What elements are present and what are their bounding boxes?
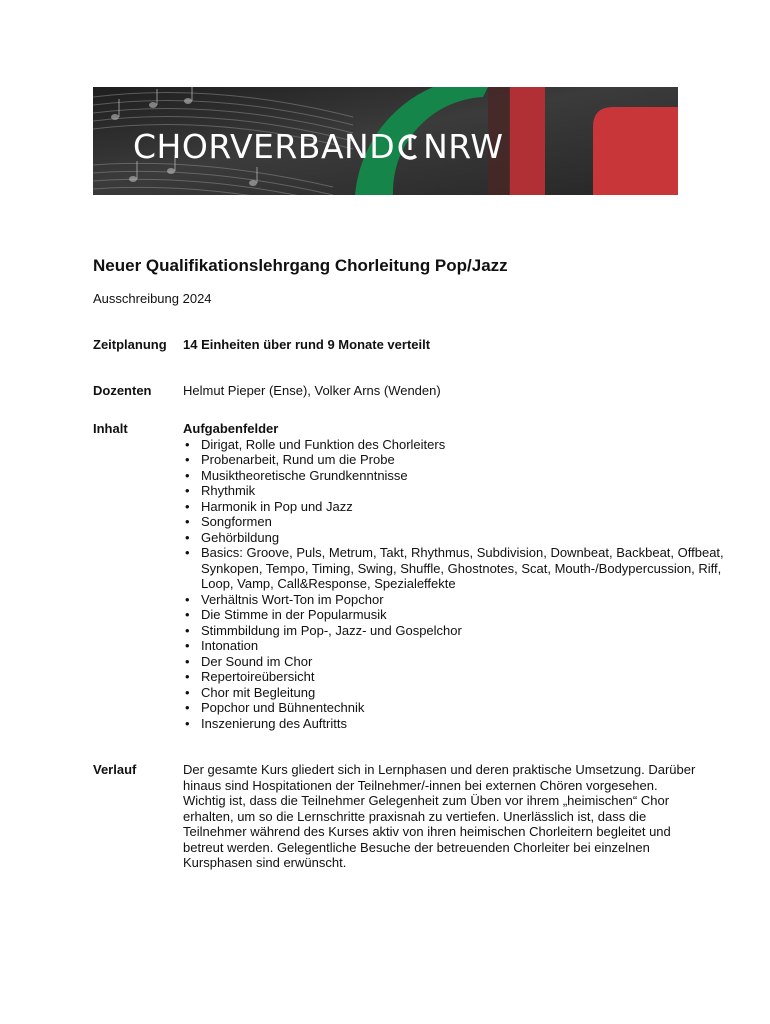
- brand-logo: [133, 127, 504, 166]
- inhalt-label: Inhalt: [93, 421, 128, 436]
- list-item: • Verhältnis Wort-Ton im Popchor: [183, 592, 731, 608]
- topics-heading: Aufgabenfelder: [183, 421, 279, 436]
- brand-name-right: NRW: [423, 127, 504, 166]
- brand-name-left: CHORVERBAND: [133, 127, 396, 166]
- inhalt-content: [183, 421, 731, 731]
- list-item: • Musiktheoretische Grundkenntnisse: [183, 468, 731, 484]
- red-corner-shape: [593, 107, 678, 195]
- list-item: • Dirigat, Rolle und Funktion des Chorleiters: [183, 437, 731, 453]
- list-item: • Die Stimme in der Popularmusik: [183, 607, 731, 623]
- list-item: • Inszenierung des Auftritts: [183, 716, 731, 732]
- verlauf-content: [183, 762, 708, 871]
- list-item: • Basics: Groove, Puls, Metrum, Takt, Rhythmus, Subdivision, Downbeat, Backbeat, Offbeat, Synkopen, Tempo, Timing, Swing, Shuffle, Ghostnotes, Scat, Mouth-/Bodypercussion, Riff, Loop, Vamp, Call&Response, Spezialeffekte: [183, 545, 731, 592]
- topics-list: [183, 437, 731, 732]
- red-band-shape: [509, 87, 545, 195]
- zeitplanung-label: Zeitplanung: [93, 337, 167, 352]
- dozenten-label: Dozenten: [93, 383, 152, 398]
- dozenten-value: Helmut Pieper (Ense), Volker Arns (Wenden): [183, 383, 441, 398]
- list-item: • Songformen: [183, 514, 731, 530]
- verlauf-paragraph: Wichtig ist, dass die Teilnehmer Gelegenheit zum Üben vor ihrem „heimischen“ Chor erhalten, um so die Lernschritte praxisnah zu vertiefen. Unerlässlich ist, dass die Teilnehmer während des Kurses aktiv von ihren heimischen Chorleitern begleitet und betreut werden. Gelegentliche Besuche der betreuenden Chorleiter bei einzelnen Kursphasen sind erwünscht.: [183, 793, 671, 870]
- verlauf-paragraph: Der gesamte Kurs gliedert sich in Lernphasen und deren praktische Umsetzung. Darüber hinaus sind Hospitationen der Teilnehmer/-innen bei externen Chören vorgesehen.: [183, 762, 696, 793]
- note-c-logo-icon: [397, 133, 421, 161]
- zeitplanung-value: 14 Einheiten über rund 9 Monate verteilt: [183, 337, 431, 352]
- list-item: • Chor mit Begleitung: [183, 685, 731, 701]
- list-item: • Intonation: [183, 638, 731, 654]
- list-item: • Harmonik in Pop und Jazz: [183, 499, 731, 515]
- list-item: • Gehörbildung: [183, 530, 731, 546]
- list-item: • Probenarbeit, Rund um die Probe: [183, 452, 731, 468]
- list-item: • Rhythmik: [183, 483, 731, 499]
- header-banner: [93, 87, 678, 195]
- list-item: • Der Sound im Chor: [183, 654, 731, 670]
- list-item: • Stimmbildung im Pop-, Jazz- und Gospelchor: [183, 623, 731, 639]
- list-item: • Popchor und Bühnentechnik: [183, 700, 731, 716]
- document-title: Neuer Qualifikationslehrgang Chorleitung Pop/Jazz: [93, 256, 508, 275]
- verlauf-label: Verlauf: [93, 762, 137, 777]
- list-item: • Repertoireübersicht: [183, 669, 731, 685]
- document-subtitle: Ausschreibung 2024: [93, 291, 212, 306]
